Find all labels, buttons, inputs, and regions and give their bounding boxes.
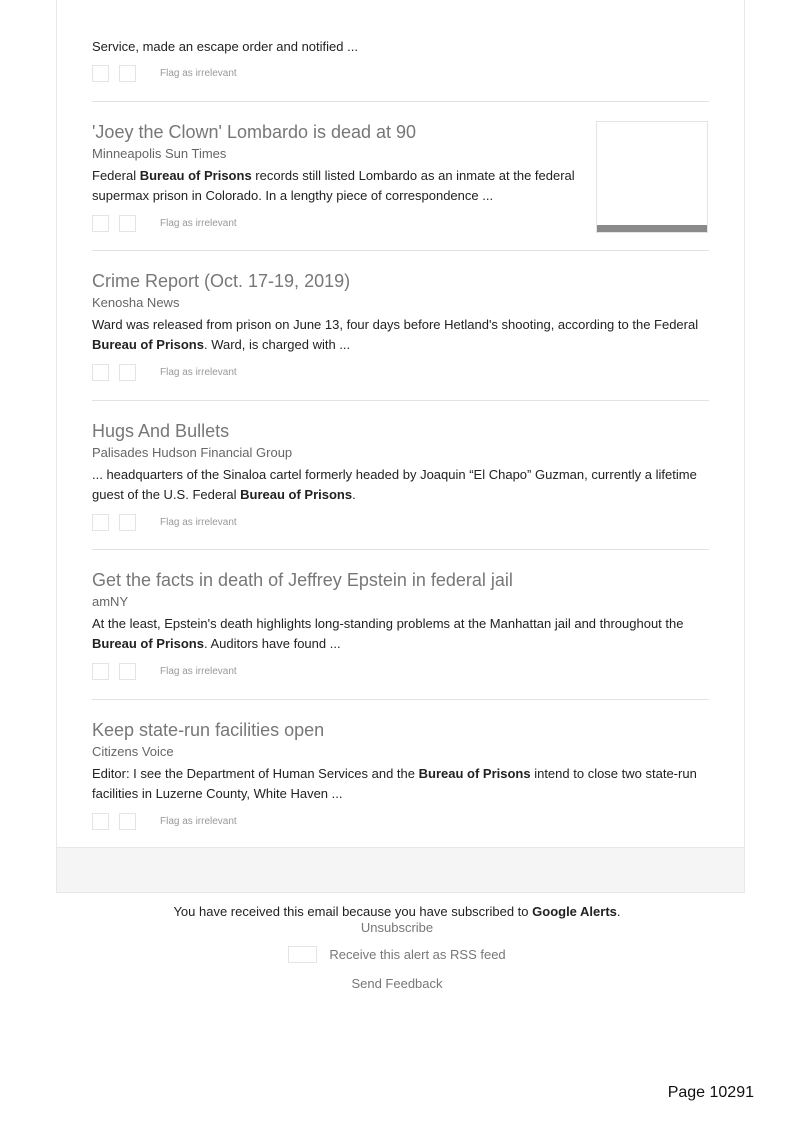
alert-item-actions — [92, 811, 237, 831]
send-feedback-link[interactable]: Send Feedback — [351, 976, 443, 991]
alert-source: Palisades Hudson Financial Group — [92, 445, 293, 460]
divider — [92, 400, 709, 401]
alert-source: Kenosha News — [92, 295, 180, 310]
previous-item-snippet: Service, made an escape order and notified ... — [92, 39, 358, 54]
share-icon[interactable] — [92, 364, 109, 381]
alert-item-actions — [92, 661, 237, 681]
share-icon[interactable] — [92, 65, 109, 82]
flag-irrelevant-link[interactable]: Flag as irrelevant — [160, 516, 237, 528]
divider — [92, 699, 709, 700]
alert-item — [92, 569, 710, 654]
alert-snippet: ... headquarters of the Sinaloa cartel formerly headed by Joaquin “El Chapo” Guzman, currently a lifetime guest of the U.S. Federal Bureau of Prisons. — [92, 467, 697, 502]
alert-snippet: At the least, Epstein's death highlights long-standing problems at the Manhattan jail and throughout the Bureau of Prisons. Auditors have found ... — [92, 616, 684, 651]
alert-title-link[interactable]: Hugs And Bullets — [92, 421, 230, 441]
flag-irrelevant-link[interactable]: Flag as irrelevant — [160, 815, 237, 827]
alert-thumbnail-image[interactable] — [596, 121, 708, 233]
share-icon[interactable] — [92, 215, 109, 232]
share-icon[interactable] — [119, 514, 136, 531]
alert-item-actions — [92, 213, 237, 233]
alert-item — [92, 121, 592, 206]
previous-item-actions — [92, 63, 237, 83]
page-number: Page 10291 — [667, 1084, 754, 1101]
unsubscribe-link[interactable]: Unsubscribe — [360, 920, 434, 935]
alert-source: Citizens Voice — [92, 744, 174, 759]
alert-snippet: Editor: I see the Department of Human Services and the Bureau of Prisons intend to close two state-run facilities in Luzerne County, White Haven ... — [92, 766, 697, 801]
share-icon[interactable] — [92, 663, 109, 680]
share-icon[interactable] — [119, 813, 136, 830]
divider — [92, 549, 709, 550]
alert-title-link[interactable]: Get the facts in death of Jeffrey Epstein in federal jail — [92, 570, 513, 590]
card-footer-band — [57, 847, 744, 892]
divider — [92, 101, 709, 102]
alert-source: Minneapolis Sun Times — [92, 146, 227, 161]
alert-title-link[interactable]: Keep state-run facilities open — [92, 720, 325, 740]
share-icon[interactable] — [92, 514, 109, 531]
rss-feed-link[interactable]: Receive this alert as RSS feed — [329, 947, 506, 962]
share-icon[interactable] — [119, 215, 136, 232]
google-alerts-brand: Google Alerts — [532, 904, 617, 919]
flag-irrelevant-link[interactable]: Flag as irrelevant — [160, 217, 237, 229]
share-icon[interactable] — [119, 663, 136, 680]
share-icon[interactable] — [119, 364, 136, 381]
rss-row — [0, 946, 794, 963]
alert-item — [92, 420, 710, 505]
subscription-notice: You have received this email because you have subscribed to Google Alerts. — [173, 904, 621, 919]
rss-icon[interactable] — [288, 946, 317, 963]
flag-irrelevant-link[interactable]: Flag as irrelevant — [160, 665, 237, 677]
alert-snippet: Federal Bureau of Prisons records still listed Lombardo as an inmate at the federal supermax prison in Colorado. In a lengthy piece of correspondence ... — [92, 168, 575, 203]
alert-item — [92, 270, 710, 355]
alert-item — [92, 719, 710, 804]
alert-item-actions — [92, 362, 237, 382]
alert-title-link[interactable]: Crime Report (Oct. 17-19, 2019) — [92, 271, 351, 291]
alert-title-link[interactable]: 'Joey the Clown' Lombardo is dead at 90 — [92, 122, 417, 142]
alert-item-actions — [92, 512, 237, 532]
divider — [92, 250, 709, 251]
flag-irrelevant-link[interactable]: Flag as irrelevant — [160, 366, 237, 378]
share-icon[interactable] — [119, 65, 136, 82]
alert-source: amNY — [92, 594, 129, 609]
flag-irrelevant-link[interactable]: Flag as irrelevant — [160, 67, 237, 79]
share-icon[interactable] — [92, 813, 109, 830]
alert-snippet: Ward was released from prison on June 13, four days before Hetland's shooting, according to the Federal Bureau of Prisons. Ward, is charged with ... — [92, 317, 699, 352]
